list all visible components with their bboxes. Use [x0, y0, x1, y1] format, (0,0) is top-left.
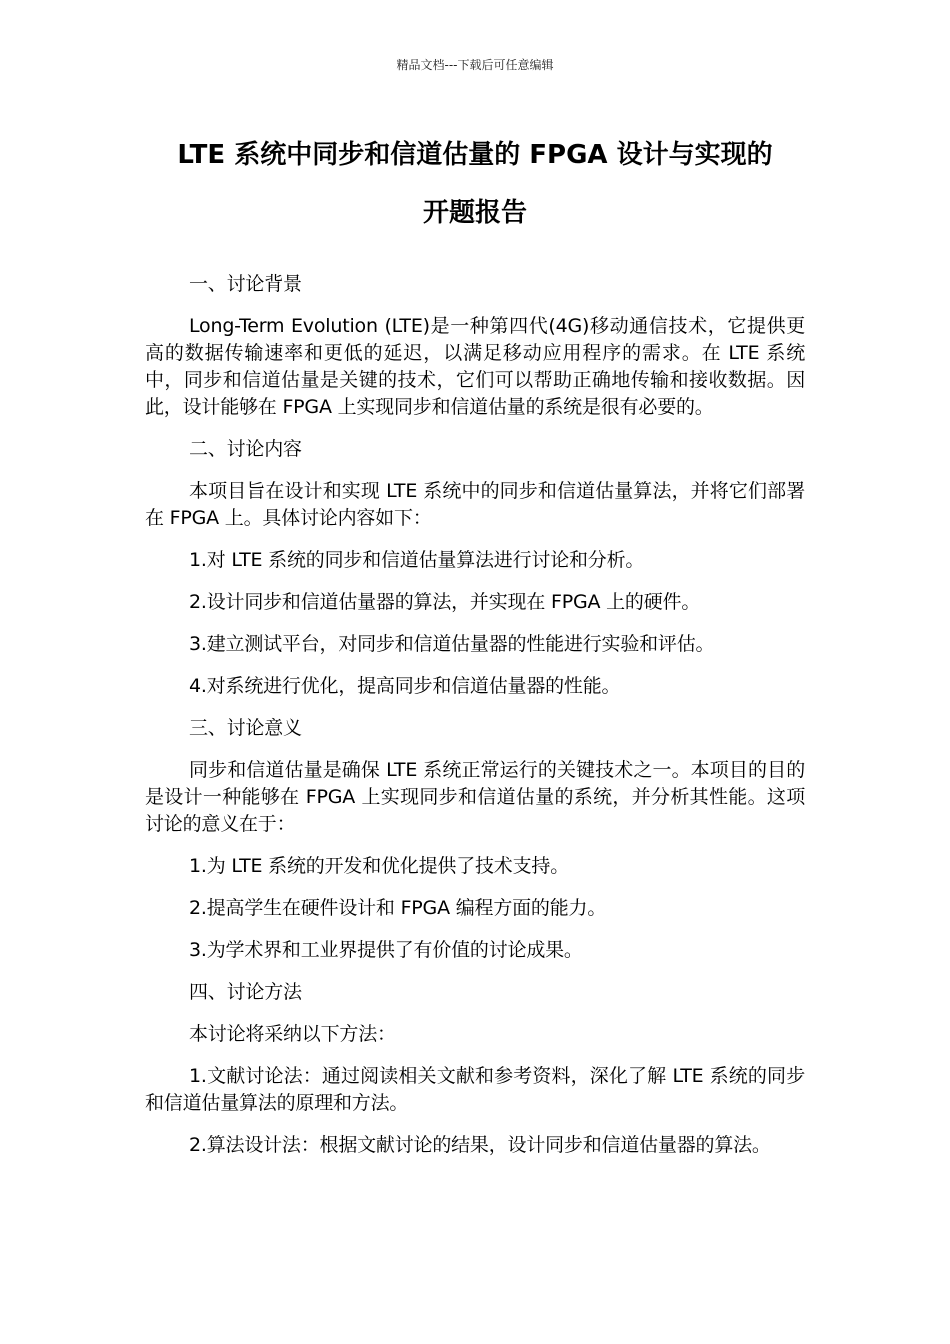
paragraph-background: Long-Term Evolution (LTE)是一种第四代(4G)移动通信技术，它提供更高的数据传输速率和更低的延迟，以满足移动应用程序的需求。在 LTE 系统中，同步和信道估量是关键的技术，它们可以帮助正确地传输和接收数据。因此，设计能够在 FPGA 上实现同步和信道估量的系统是很有必要的。 [145, 315, 805, 418]
list-item: 3.建立测试平台，对同步和信道估量器的性能进行实验和评估。 [189, 633, 715, 655]
document-body [145, 271, 805, 1174]
list-item: 2.设计同步和信道估量器的算法，并实现在 FPGA 上的硬件。 [189, 591, 701, 613]
document-title-line-1: LTE 系统中同步和信道估量的 FPGA 设计与实现的 [177, 140, 773, 170]
section-heading-significance: 三、讨论意义 [189, 717, 302, 739]
list-item: 4.对系统进行优化，提高同步和信道估量器的性能。 [189, 675, 621, 697]
header-note: 精品文档---下载后可任意编辑 [396, 58, 554, 72]
section-heading-methods: 四、讨论方法 [189, 981, 302, 1003]
paragraph-significance: 同步和信道估量是确保 LTE 系统正常运行的关键技术之一。本项目的目的是设计一种能够在 FPGA 上实现同步和信道估量的系统，并分析其性能。这项讨论的意义在于： [145, 759, 805, 835]
list-item: 2.算法设计法：根据文献讨论的结果，设计同步和信道估量器的算法。 [189, 1134, 771, 1156]
list-item: 1.对 LTE 系统的同步和信道估量算法进行讨论和分析。 [189, 549, 645, 571]
list-item: 1.文献讨论法：通过阅读相关文献和参考资料，深化了解 LTE 系统的同步和信道估量算法的原理和方法。 [145, 1065, 805, 1114]
list-item: 2.提高学生在硬件设计和 FPGA 编程方面的能力。 [189, 897, 607, 919]
list-item: 3.为学术界和工业界提供了有价值的讨论成果。 [189, 939, 583, 961]
paragraph-methods-intro: 本讨论将采纳以下方法： [189, 1023, 396, 1045]
list-item: 1.为 LTE 系统的开发和优化提供了技术支持。 [189, 855, 569, 877]
document-title-line-2: 开题报告 [422, 198, 527, 228]
section-heading-content: 二、讨论内容 [189, 438, 302, 460]
section-heading-background: 一、讨论背景 [189, 273, 302, 295]
paragraph-content-intro: 本项目旨在设计和实现 LTE 系统中的同步和信道估量算法，并将它们部署在 FPGA 上。具体讨论内容如下： [145, 480, 805, 529]
